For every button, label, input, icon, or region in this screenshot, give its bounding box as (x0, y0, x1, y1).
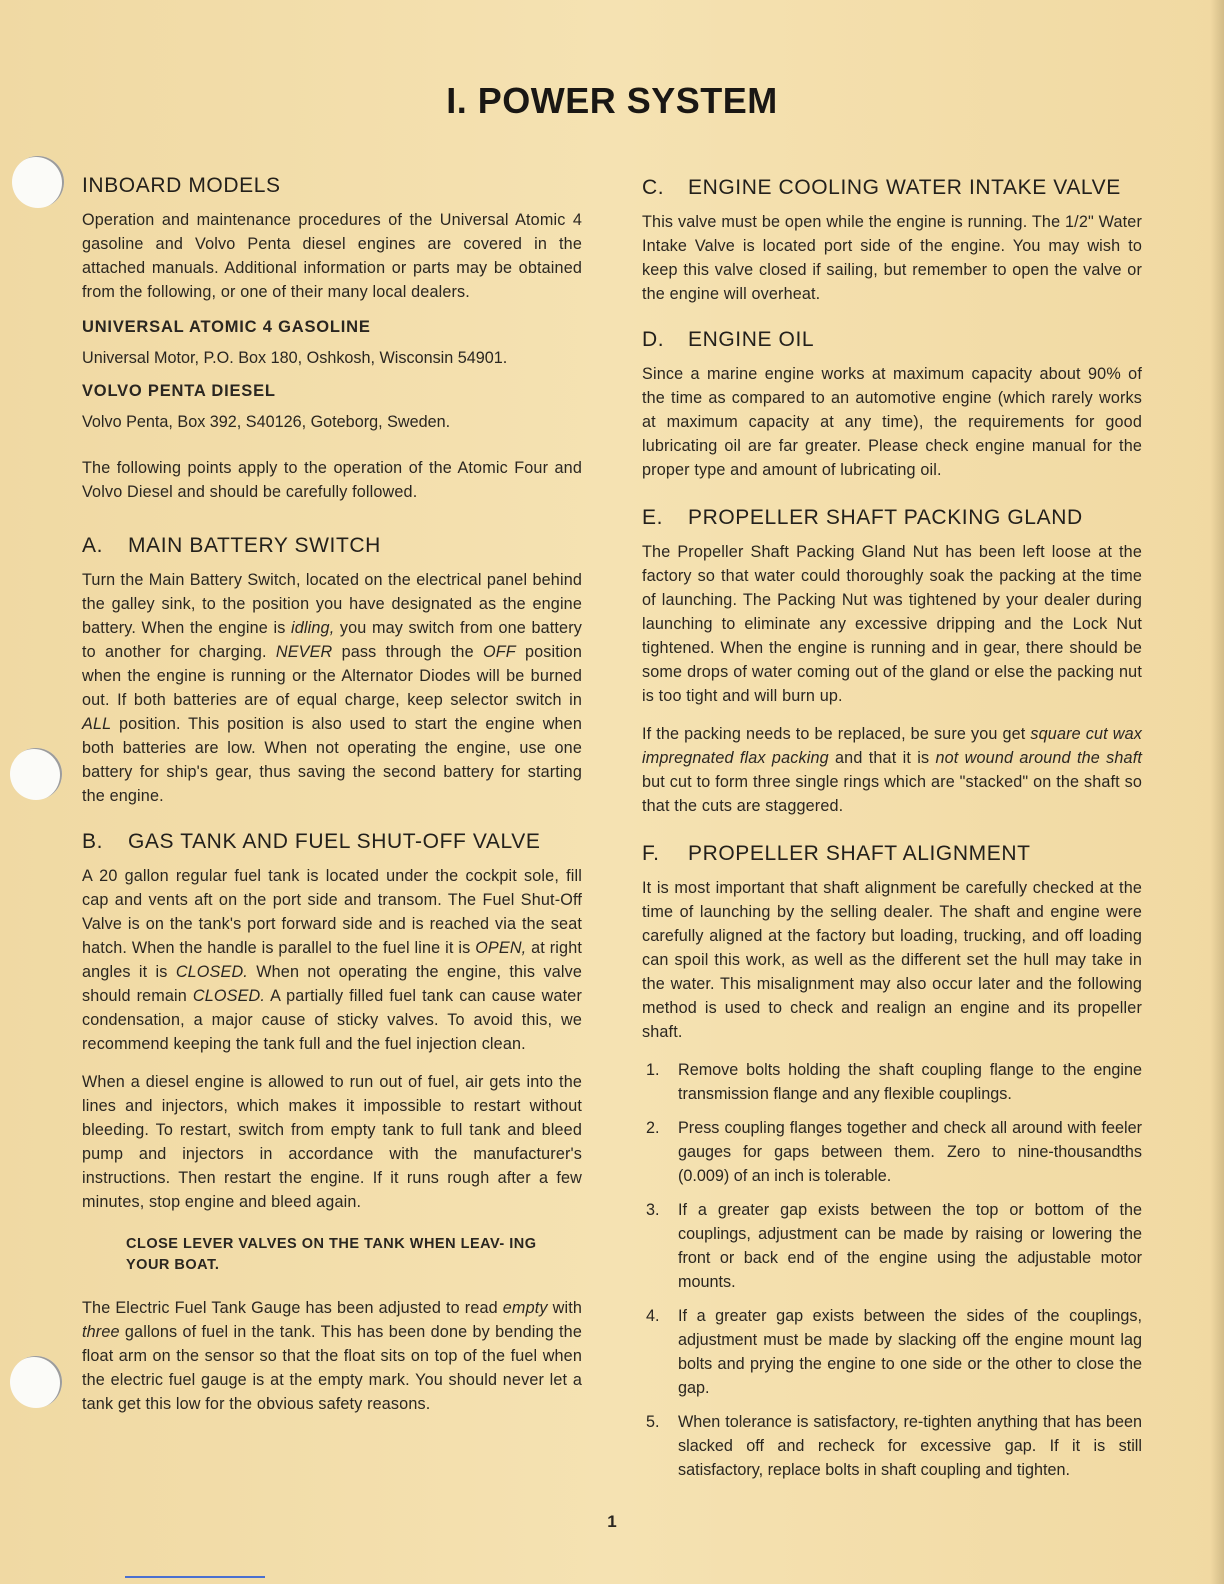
text-run: but cut to form three single rings which are "stacked" on the shaft so that the cuts are staggered. (642, 773, 1142, 815)
section-a-title: MAIN BATTERY SWITCH (128, 534, 381, 557)
section-b-paragraph-2: When a diesel engine is allowed to run out of fuel, air gets into the lines and injectors, which makes it impossible to restart without bleeding. To restart, switch from empty tank to full tank and bleed pump and injectors in accordance with the manufacturer's instructions. Then restart the engine. If it runs rough after a few minutes, stop engine and bleed again. (82, 1073, 582, 1211)
emphasis-text: CLOSED. (192, 987, 266, 1005)
text-run: A 20 gallon regular fuel tank is located under the cockpit sole, fill cap and vents aft on the port side and transom. The Fuel Shut-Off Valve is on the tank's port forward side and is reached via the seat hatch. When the handle is parallel to the fuel line it is (82, 867, 582, 957)
text-run: When not operating the engine, this valve should remain (82, 963, 582, 1005)
step-number: 2. (646, 1119, 660, 1137)
text-run: The Electric Fuel Tank Gauge has been adjusted to read (82, 1299, 503, 1317)
step-text: Press coupling flanges together and check all around with feeler gauges for gaps between them. Zero to nine-thousandths (0.009) of an inch is tolerable. (678, 1119, 1142, 1185)
text-run: pass through the (332, 643, 483, 661)
section-d-letter: D. (642, 328, 665, 351)
volvo-heading: VOLVO PENTA DIESEL (82, 382, 276, 400)
warning-notice: CLOSE LEVER VALVES ON THE TANK WHEN LEAV- ING YOUR BOAT. (126, 1236, 537, 1273)
universal-heading: UNIVERSAL ATOMIC 4 GASOLINE (82, 318, 371, 336)
emphasis-text: OPEN, (475, 939, 527, 957)
emphasis-text: idling, (291, 619, 335, 637)
section-c-paragraph: This valve must be open while the engine is running. The 1/2" Water Intake Valve is located port side of the engine. You may wish to keep this valve closed if sailing, but remember to open the valve or the engine will overheat. (642, 213, 1142, 303)
step-number: 4. (646, 1307, 660, 1325)
section-e-letter: E. (642, 506, 664, 529)
text-run: position. This position is also used to start the engine when both batteries are low. When not operating the engine, use one battery for ship's gear, thus saving the second battery for starting the engine. (82, 715, 582, 805)
list-item (642, 1304, 1142, 1400)
list-item (642, 1198, 1142, 1294)
step-text: If a greater gap exists between the sides of the couplings, adjustment must be made by slacking off the engine mount lag bolts and prying the engine to one side or the other to close the gap. (678, 1307, 1142, 1397)
section-d-title: ENGINE OIL (688, 328, 815, 351)
volvo-address: Volvo Penta, Box 392, S40126, Goteborg, Sweden. (82, 413, 451, 431)
punch-hole-icon (12, 156, 64, 208)
left-column (82, 170, 582, 1430)
emphasis-text: ALL (82, 715, 112, 733)
emphasis-text: not wound around the shaft (935, 749, 1142, 767)
section-e-paragraph-1: The Propeller Shaft Packing Gland Nut has been left loose at the factory so that water could thoroughly soak the packing at the time of launching. The Packing Nut was tightened by your dealer during launching to eliminate any excessive dripping and the Lock Nut tightened. When the engine is running and in gear, there should be some drops of water coming out of the gland or else the packing nut is too tight and will burn up. (642, 543, 1142, 705)
text-run: and that it is (828, 749, 936, 767)
text-run: gallons of fuel in the tank. This has been done by bending the float arm on the sensor so that the float sits on top of the fuel when the electric fuel gauge is at the empty mark. You should never let a tank get this low for the obvious safety reasons. (82, 1323, 582, 1413)
text-run: at right angles it is (82, 939, 582, 981)
section-a-paragraph (82, 568, 582, 808)
section-e-title: PROPELLER SHAFT PACKING GLAND (688, 506, 1083, 529)
right-column (642, 170, 1142, 1492)
section-d-paragraph: Since a marine engine works at maximum capacity about 90% of the time as compared to an automotive engine (which rarely works at maximum capacity at any time), the requirements for good lubricating oil are far greater. Please check engine manual for the proper type and amount of lubricating oil. (642, 365, 1142, 479)
section-b-paragraph-3 (82, 1296, 582, 1416)
inboard-heading: INBOARD MODELS (82, 174, 281, 197)
text-run: you may switch from one battery to another for charging. (82, 619, 582, 661)
step-text: If a greater gap exists between the top or bottom of the couplings, adjustment can be made by raising or lowering the front or back end of the engine using the adjustable motor mounts. (678, 1201, 1142, 1291)
section-b-letter: B. (82, 830, 104, 853)
section-f-title: PROPELLER SHAFT ALIGNMENT (688, 842, 1031, 865)
emphasis-text: CLOSED. (175, 963, 248, 981)
punch-hole-icon (10, 1356, 62, 1408)
punch-hole-icon (10, 748, 62, 800)
scan-artifact-line (125, 1576, 265, 1578)
section-a-heading (82, 534, 582, 558)
universal-address: Universal Motor, P.O. Box 180, Oshkosh, Wisconsin 54901. (82, 349, 508, 367)
section-c-title: ENGINE COOLING WATER INTAKE VALVE (688, 176, 1121, 199)
emphasis-text: three (82, 1323, 120, 1341)
section-f-heading (642, 842, 1142, 866)
emphasis-text: NEVER (275, 643, 333, 661)
page-title: I. POWER SYSTEM (446, 80, 778, 121)
emphasis-text: square cut wax impregnated flax packing (642, 725, 1142, 767)
section-a-letter: A. (82, 534, 104, 557)
text-run: A partially filled fuel tank can cause water condensation, a major cause of sticky valves. To avoid this, we recommend keeping the tank full and the fuel injection clean. (82, 987, 582, 1053)
emphasis-text: empty (502, 1299, 548, 1317)
section-c-heading (642, 176, 1142, 200)
text-run: If the packing needs to be replaced, be sure you get (642, 725, 1031, 743)
section-b-title: GAS TANK AND FUEL SHUT-OFF VALVE (128, 830, 541, 853)
step-number: 3. (646, 1201, 660, 1219)
section-e-heading (642, 506, 1142, 530)
list-item (642, 1410, 1142, 1482)
text-run: Turn the Main Battery Switch, located on the electrical panel behind the galley sink, to the position you have designated as the engine battery. When the engine is (82, 571, 582, 637)
step-number: 1. (646, 1061, 660, 1079)
section-e-paragraph-2 (642, 722, 1142, 818)
list-item (642, 1058, 1142, 1106)
section-f-letter: F. (642, 842, 660, 865)
points-note: The following points apply to the operation of the Atomic Four and Volvo Diesel and should be carefully followed. (82, 459, 582, 501)
step-number: 5. (646, 1413, 660, 1431)
text-run: position when the engine is running or the Alternator Diodes will be burned out. If both batteries are of equal charge, keep selector switch in (82, 643, 582, 709)
section-f-paragraph: It is most important that shaft alignment be carefully checked at the time of launching by the selling dealer. The shaft and engine were carefully aligned at the factory but loading, trucking, and off loading can spoil this work, as well as the different set the hull may take in the water. This misalignment may also occur later and the following method is used to check and realign an engine and its propeller shaft. (642, 879, 1142, 1041)
section-d-heading (642, 328, 1142, 352)
inboard-intro: Operation and maintenance procedures of the Universal Atomic 4 gasoline and Volvo Penta diesel engines are covered in the attached manuals. Additional information or parts may be obtained from the following, or one of their many local dealers. (82, 211, 582, 301)
page-number: 1 (607, 1512, 617, 1531)
section-c-letter: C. (642, 176, 665, 199)
section-b-heading (82, 830, 582, 854)
step-text: Remove bolts holding the shaft coupling flange to the engine transmission flange and any flexible couplings. (678, 1061, 1142, 1103)
alignment-steps-list (642, 1058, 1142, 1482)
step-text: When tolerance is satisfactory, re-tighten anything that has been slacked off and recheck for excessive gap. If it is still satisfactory, replace bolts in shaft coupling and tighten. (678, 1413, 1142, 1479)
text-run: with (547, 1299, 582, 1317)
page-edge-shadow (1210, 0, 1224, 1584)
list-item (642, 1116, 1142, 1188)
section-b-paragraph-1 (82, 864, 582, 1056)
emphasis-text: OFF (482, 643, 516, 661)
